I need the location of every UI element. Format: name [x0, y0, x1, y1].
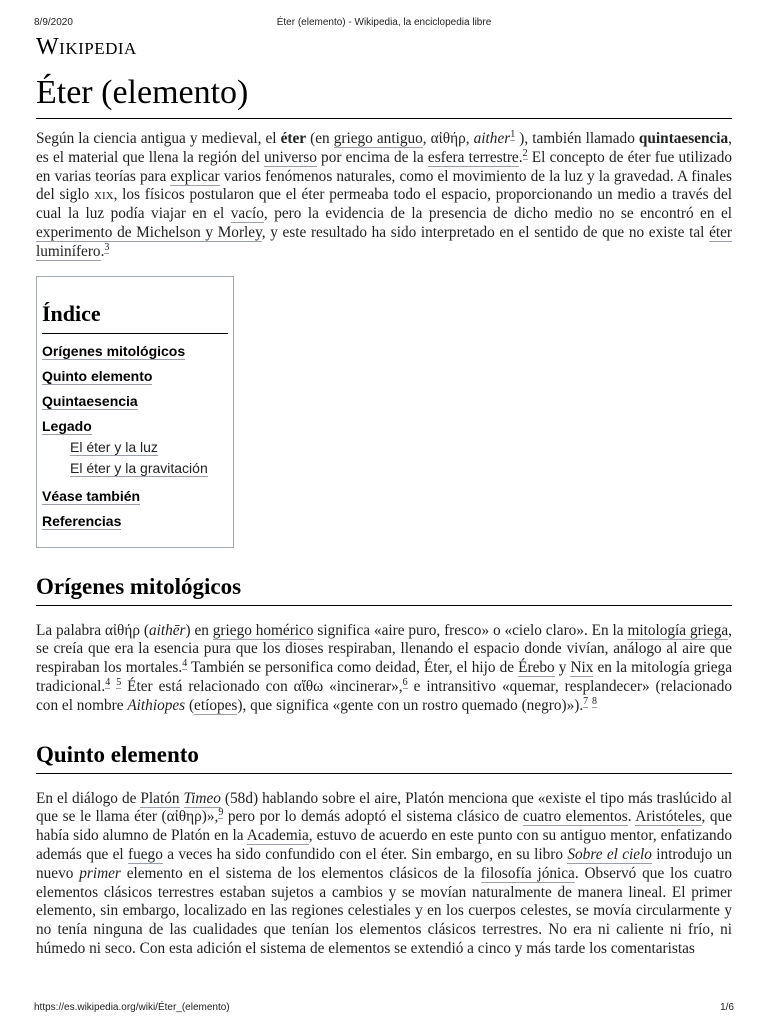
text: , y este resultado ha sido interpretado en el sentido de que no existe tal: [261, 223, 710, 241]
toc-label[interactable]: Orígenes mitológicos: [42, 342, 186, 359]
table-of-contents: [36, 276, 234, 548]
link-academia[interactable]: Academia: [246, 827, 309, 845]
bold-term: éter: [280, 130, 307, 147]
toc-label[interactable]: Legado: [42, 417, 92, 434]
link-griego-homerico[interactable]: griego homérico: [212, 621, 314, 639]
italic-term: aithēr: [148, 621, 186, 639]
toc-item-origenes[interactable]: [42, 342, 228, 360]
section1-paragraph: [36, 622, 732, 716]
ref-4[interactable]: 4: [182, 658, 188, 670]
link-filosofia-jonica[interactable]: filosofía jónica: [480, 864, 575, 882]
link-michelson-morley[interactable]: experimento de Michelson y Morley: [36, 223, 262, 241]
text: ) en: [185, 621, 213, 639]
text: . Observó que los cuatro elementos clásicos terrestres estaban sujetos a cambios y se movían naturalmente de manera lineal. El primer elemento, sin embargo, localizado en las regiones celestiales y en los cuerpos celestes, se movía circularmente y no tenía ninguna de las cualidades que tenían los elementos clásicos terrestres. No era ni caliente ni frío, ni húmedo ni seco. Con esta adición el sistema de elementos se extendió a cinco y más tarde los comentaristas: [36, 864, 732, 957]
toc-title: Índice: [42, 301, 228, 334]
ref-6[interactable]: 6: [402, 676, 408, 688]
text: , los físicos postularon que el éter permeaba todo el espacio, proporcionando un medio a través del cual la luz podía viajar en el: [36, 186, 732, 223]
page-number: 1/6: [720, 1002, 734, 1013]
text: El concepto de éter fue utilizado en varias teorías para: [36, 148, 733, 185]
wikipedia-logo[interactable]: Wikipedia: [36, 34, 137, 60]
ref-2[interactable]: 2: [522, 147, 528, 159]
link-platon[interactable]: Platón: [140, 789, 180, 807]
text: (en: [306, 130, 334, 147]
text: y: [554, 659, 571, 677]
toc-item-referencias[interactable]: [42, 512, 228, 530]
text: Éter está relacionado con αἴθω «incinerar»,: [121, 677, 403, 695]
article-content: [36, 130, 732, 973]
toc-item-quintaesencia[interactable]: [42, 392, 228, 410]
italic-term: Aithiopes: [127, 696, 186, 714]
ref-5[interactable]: 5: [116, 676, 122, 688]
link-mitologia-griega[interactable]: mitología griega: [627, 621, 729, 639]
toc-label[interactable]: Véase también: [42, 487, 141, 504]
link-cuatro-elementos[interactable]: cuatro elementos: [522, 808, 628, 826]
intro-paragraph: [36, 130, 732, 262]
italic-term: primer: [79, 864, 121, 882]
text: , αἰθήρ,: [422, 130, 474, 147]
ref-9[interactable]: 9: [218, 807, 224, 819]
toc-label[interactable]: Quinto elemento: [42, 367, 153, 384]
century-numeral: xix: [94, 186, 114, 204]
text: (: [185, 696, 195, 714]
italic-term: aither: [473, 130, 511, 147]
text: e intransitivo «quemar, resplandecer» (relacionado con el nombre: [36, 677, 732, 714]
link-nix[interactable]: Nix: [570, 659, 594, 677]
text: varios fenómenos naturales, como el movimiento de la luz y la gravedad. A finales del siglo: [36, 167, 732, 204]
text: pero por lo demás adoptó el sistema clásico de: [223, 808, 523, 826]
text: , es el material que llena la región del: [36, 130, 732, 166]
toc-label[interactable]: El éter y la luz: [70, 438, 158, 455]
text: en la mitología griega tradicional.: [36, 659, 732, 695]
text: por encima de la: [316, 148, 428, 166]
text: a veces ha sido confundido con el éter. Sin embargo, en su libro: [162, 845, 568, 863]
bold-term: quintaesencia: [638, 130, 729, 147]
toc-item-legado[interactable]: [42, 417, 228, 435]
ref-8[interactable]: 8: [592, 695, 597, 707]
toc-label[interactable]: Referencias: [42, 512, 122, 529]
ref-1[interactable]: 1: [510, 128, 516, 140]
text: ), también llamado: [515, 130, 639, 147]
link-timeo[interactable]: Timeo: [183, 789, 221, 807]
toc-item-quinto-elemento[interactable]: [42, 367, 228, 385]
text: significa «aire puro, fresco» o «cielo claro». En la: [313, 621, 628, 639]
text: , pero la evidencia de la presencia de dicho medio no se encontró en el: [263, 205, 733, 223]
text: Según la ciencia antigua y medieval, el: [36, 130, 281, 147]
section2-paragraph: [36, 790, 732, 959]
print-url: https://es.wikipedia.org/wiki/Éter_(elemento): [34, 1002, 230, 1013]
text: , se creía que era la esencia pura que los dioses respiraban, llenando el espacio donde vivían, análogo al aire que respiraban los mortales.: [36, 621, 732, 677]
link-vacio[interactable]: vacío: [230, 205, 264, 223]
text: elemento en el sistema de los elementos clásicos de la: [120, 864, 481, 882]
link-etiopes[interactable]: etíopes: [194, 696, 238, 714]
text: (58d) hablando sobre el aire, Platón menciona que «existe el tipo más traslúcido al que se le llama éter (αἰθηρ)»,: [36, 789, 732, 826]
text: .: [518, 148, 523, 166]
text: , que había sido alumno de Platón en la: [36, 808, 732, 845]
text: ), que significa «gente con un rostro quemado (negro)»).: [237, 696, 584, 714]
toc-subitem-luz[interactable]: [70, 438, 228, 456]
text: [180, 790, 184, 807]
toc-subitem-gravitacion[interactable]: [70, 459, 228, 477]
section-heading-quinto-elemento: Quinto elemento: [36, 742, 732, 774]
link-griego-antiguo[interactable]: griego antiguo: [333, 130, 423, 147]
ref-3[interactable]: 3: [104, 241, 110, 253]
link-esfera-terrestre[interactable]: esfera terrestre: [427, 148, 519, 166]
link-sobre-el-cielo[interactable]: Sobre el cielo: [567, 845, 652, 863]
text: introdujo un nuevo: [36, 845, 732, 882]
link-eter-luminifero[interactable]: éter luminífero: [36, 223, 732, 260]
toc-label[interactable]: El éter y la gravitación: [70, 459, 208, 476]
print-date: 8/9/2020: [34, 17, 73, 28]
text: .: [627, 808, 636, 826]
text: La palabra αἰθήρ (: [36, 621, 149, 639]
ref-7[interactable]: 7: [583, 695, 589, 707]
print-title: Éter (elemento) - Wikipedia, la enciclopedia libre: [276, 17, 492, 28]
link-aristoteles[interactable]: Aristóteles: [635, 808, 702, 826]
text: En el diálogo de: [36, 789, 141, 807]
toc-label[interactable]: Quintaesencia: [42, 392, 138, 409]
text: También se personifica como deidad, Éter, el hijo de: [187, 659, 519, 677]
print-header: [34, 17, 734, 31]
page-title: Éter (elemento): [36, 72, 732, 119]
text: , estuvo de acuerdo en este punto con su antiguo mentor, enfatizando además que el: [36, 827, 732, 863]
link-erebo[interactable]: Érebo: [518, 659, 555, 677]
print-footer: [34, 1002, 734, 1016]
ref-4b[interactable]: 4: [105, 676, 111, 688]
link-explicar[interactable]: explicar: [170, 167, 220, 185]
text: .: [100, 242, 105, 260]
section-heading-origenes: Orígenes mitológicos: [36, 574, 732, 606]
toc-item-vease-tambien[interactable]: [42, 487, 228, 505]
link-universo[interactable]: universo: [264, 148, 317, 166]
link-fuego[interactable]: fuego: [128, 845, 163, 863]
